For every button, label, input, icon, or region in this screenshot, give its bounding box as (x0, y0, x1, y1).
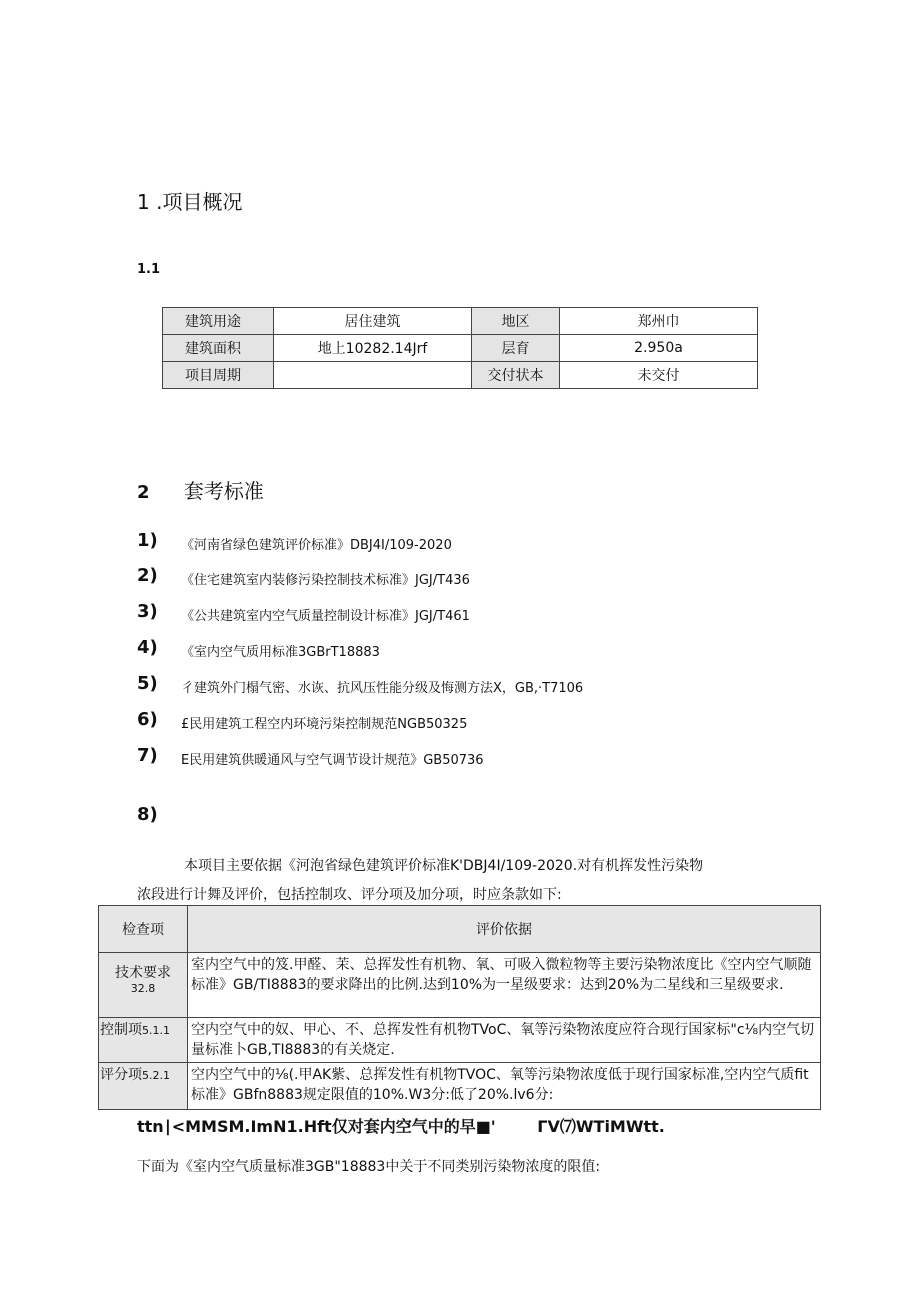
table-row (163, 308, 758, 335)
table-cell: 建筑面积 (163, 335, 274, 362)
reference-number: 2) (137, 565, 158, 586)
reference-number: 1) (137, 530, 158, 551)
section-2-title: 套考标准 (183, 479, 264, 503)
row-label-main: 控制项 (100, 1022, 142, 1038)
reference-text: 彳建筑外门榻气密、水诙、抗风压性能分级及悔测方法X，GB,·T7106 (181, 681, 584, 696)
section-1-number: 1 (137, 190, 150, 214)
list-item (137, 637, 380, 660)
table-cell: 地上10282.14Jrf (274, 335, 472, 362)
table-cell (274, 362, 472, 389)
row-label (99, 1063, 188, 1110)
list-item (137, 745, 484, 768)
table-cell: 层育 (472, 335, 560, 362)
section-2-heading (137, 475, 264, 504)
row-label-main: 技术要求 (115, 965, 171, 981)
final-paragraph: 下面为《室内空气质量标准3GB"18883中关于不同类别污染物浓度的限值: (137, 1159, 601, 1175)
row-label (99, 953, 188, 1018)
list-item (137, 673, 584, 696)
criteria-text: 室内空气中的笈.甲醛、茉、总挥发性有机物、氧、可吸入微粒物等主要污染物浓度比《空内空气顺随标准》GB/TI8883的要求降出的比例.达到10%为一星级要求：达到20%为二星线和三星级要求. (191, 957, 812, 993)
table-row (163, 335, 758, 362)
table-cell: 地区 (472, 308, 560, 335)
table-cell: 项目周期 (163, 362, 274, 389)
reference-number: 3) (137, 601, 158, 622)
list-item (137, 709, 468, 732)
reference-text: 《河南省绿色建筑评价标准》DBJ4I/109-2020 (181, 538, 452, 553)
row-label (99, 1018, 188, 1063)
list-item (137, 804, 158, 825)
criteria-text: 空内空气中的奴、甲心、不、总挥发性有机物TVoC、氧等污染物浓度应符合现行国家标"c⅛内空气切量标准卜GB,TI8883的有关烧定. (191, 1022, 815, 1058)
garbled-bold-left: ttn∣<MMSM.ImN1.Hft仅对套内空气中的早■' (137, 1117, 496, 1136)
reference-text: 《室内空气质用标准3GBrT18883 (181, 645, 380, 660)
intro-paragraph-line-2: 浓段进行计舞及评价，包括控制攻、评分项及加分项，时应条款如下: (137, 887, 562, 903)
section-2-number: 2 (137, 482, 150, 503)
table-cell: 2.950a (560, 335, 758, 362)
table-cell (188, 1063, 821, 1110)
table-row (99, 1063, 821, 1110)
table-row (163, 362, 758, 389)
table-row (99, 1018, 821, 1063)
row-label-clause: 5.2.1 (142, 1069, 170, 1082)
table-cell: 居住建筑 (274, 308, 472, 335)
garbled-bold-right: ΓV⑺WTiMWtt. (537, 1117, 665, 1136)
reference-text: 《住宅建筑室内装修污染控制技术标准》JGJ/T436 (181, 573, 470, 588)
table-cell (188, 953, 821, 1018)
table-row (99, 953, 821, 1018)
column-header: 检查项 (99, 906, 188, 953)
table-cell: 未交付 (560, 362, 758, 389)
table-header-row (99, 906, 821, 953)
garbled-bold-line (137, 1114, 665, 1137)
reference-text: E民用建筑供暖通风与空气调节设计规范》GB50736 (181, 753, 484, 768)
intro-paragraph-line-1: 本项目主要依据《河泡省绿色建筑评价标准K'DBJ4I/109-2020.对有机挥发性污染物 (184, 858, 704, 874)
table-cell: 郑州巾 (560, 308, 758, 335)
table-cell: 建筑用途 (163, 308, 274, 335)
list-item (137, 565, 470, 588)
reference-number: 5) (137, 673, 158, 694)
subsection-1-1: 1.1 (137, 262, 161, 277)
table-cell (188, 1018, 821, 1063)
section-1-heading (137, 186, 242, 215)
row-label-main: 评分项 (100, 1067, 142, 1083)
reference-number: 6) (137, 709, 158, 730)
reference-number: 7) (137, 745, 158, 766)
row-label-clause: 32.8 (130, 982, 156, 995)
list-item (137, 530, 452, 553)
criteria-table (98, 905, 821, 1110)
row-label-clause: 5.1.1 (142, 1024, 170, 1037)
list-item (137, 601, 470, 624)
reference-number: 4) (137, 637, 158, 658)
column-header: 评价依据 (188, 906, 821, 953)
reference-number: 8) (137, 804, 158, 825)
reference-text: £民用建筑工程空内环境污柒控制规范NGB50325 (181, 717, 468, 732)
table-cell: 交付状本 (472, 362, 560, 389)
reference-text: 《公共建筑室内空气质量控制设计标准》JGJ/T461 (181, 609, 470, 624)
criteria-text: 空内空气中的⅛(.甲AK紫、总挥发性有机物TVOC、氧等污染物浓度低于现行国家标准,空内空气质fit标准》GBfn8883规定限值的10%.W3分:低了20%.lv6分: (191, 1067, 809, 1103)
section-1-title: .项目概况 (156, 190, 243, 214)
project-info-table (162, 307, 758, 389)
